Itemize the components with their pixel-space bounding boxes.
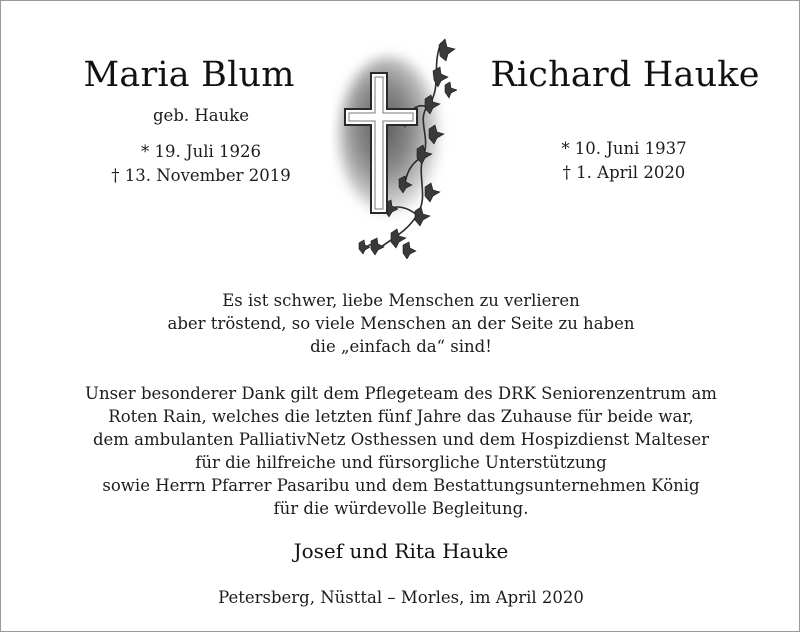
quote-line: die „einfach da“ sind!: [310, 337, 492, 356]
right-person-dates: [509, 137, 739, 185]
thanks-line: dem ambulanten PalliativNetz Osthessen und dem Hospizdienst Malteser: [92, 430, 710, 449]
right-person-death: † 1. April 2020: [562, 163, 686, 182]
left-person-name-text: Maria Blum: [83, 55, 295, 95]
left-person-dates: [71, 140, 331, 188]
left-person-name: [1, 55, 381, 95]
thanks-line: sowie Herrn Pfarrer Pasaribu und dem Bestattungsunternehmen König: [102, 476, 700, 495]
quote-line: Es ist schwer, liebe Menschen zu verlieren: [222, 291, 580, 310]
thanks-line: Unser besonderer Dank gilt dem Pflegeteam des DRK Seniorenzentrum am: [85, 384, 717, 403]
thanks-line: für die hilfreiche und fürsorgliche Unterstützung: [195, 453, 607, 472]
right-person-name: Richard Hauke: [490, 55, 760, 95]
quote: [21, 289, 781, 358]
thanks-line: für die würdevolle Begleitung.: [273, 499, 529, 518]
left-person-death: † 13. November 2019: [111, 166, 291, 185]
cross-with-ivy-icon: [331, 37, 457, 259]
signature: Josef und Rita Hauke: [293, 539, 509, 563]
quote-line: aber tröstend, so viele Menschen an der Seite zu haben: [167, 314, 635, 333]
thanks-paragraph: [21, 382, 781, 520]
place-date: Petersberg, Nüsttal – Morles, im April 2020: [218, 588, 584, 607]
left-person-birth: * 19. Juli 1926: [140, 142, 261, 161]
thanks-line: Roten Rain, welches die letzten fünf Jahre das Zuhause für beide war,: [108, 407, 694, 426]
right-person-birth: * 10. Juni 1937: [561, 139, 687, 158]
left-person-maiden-name: geb. Hauke: [153, 106, 249, 125]
